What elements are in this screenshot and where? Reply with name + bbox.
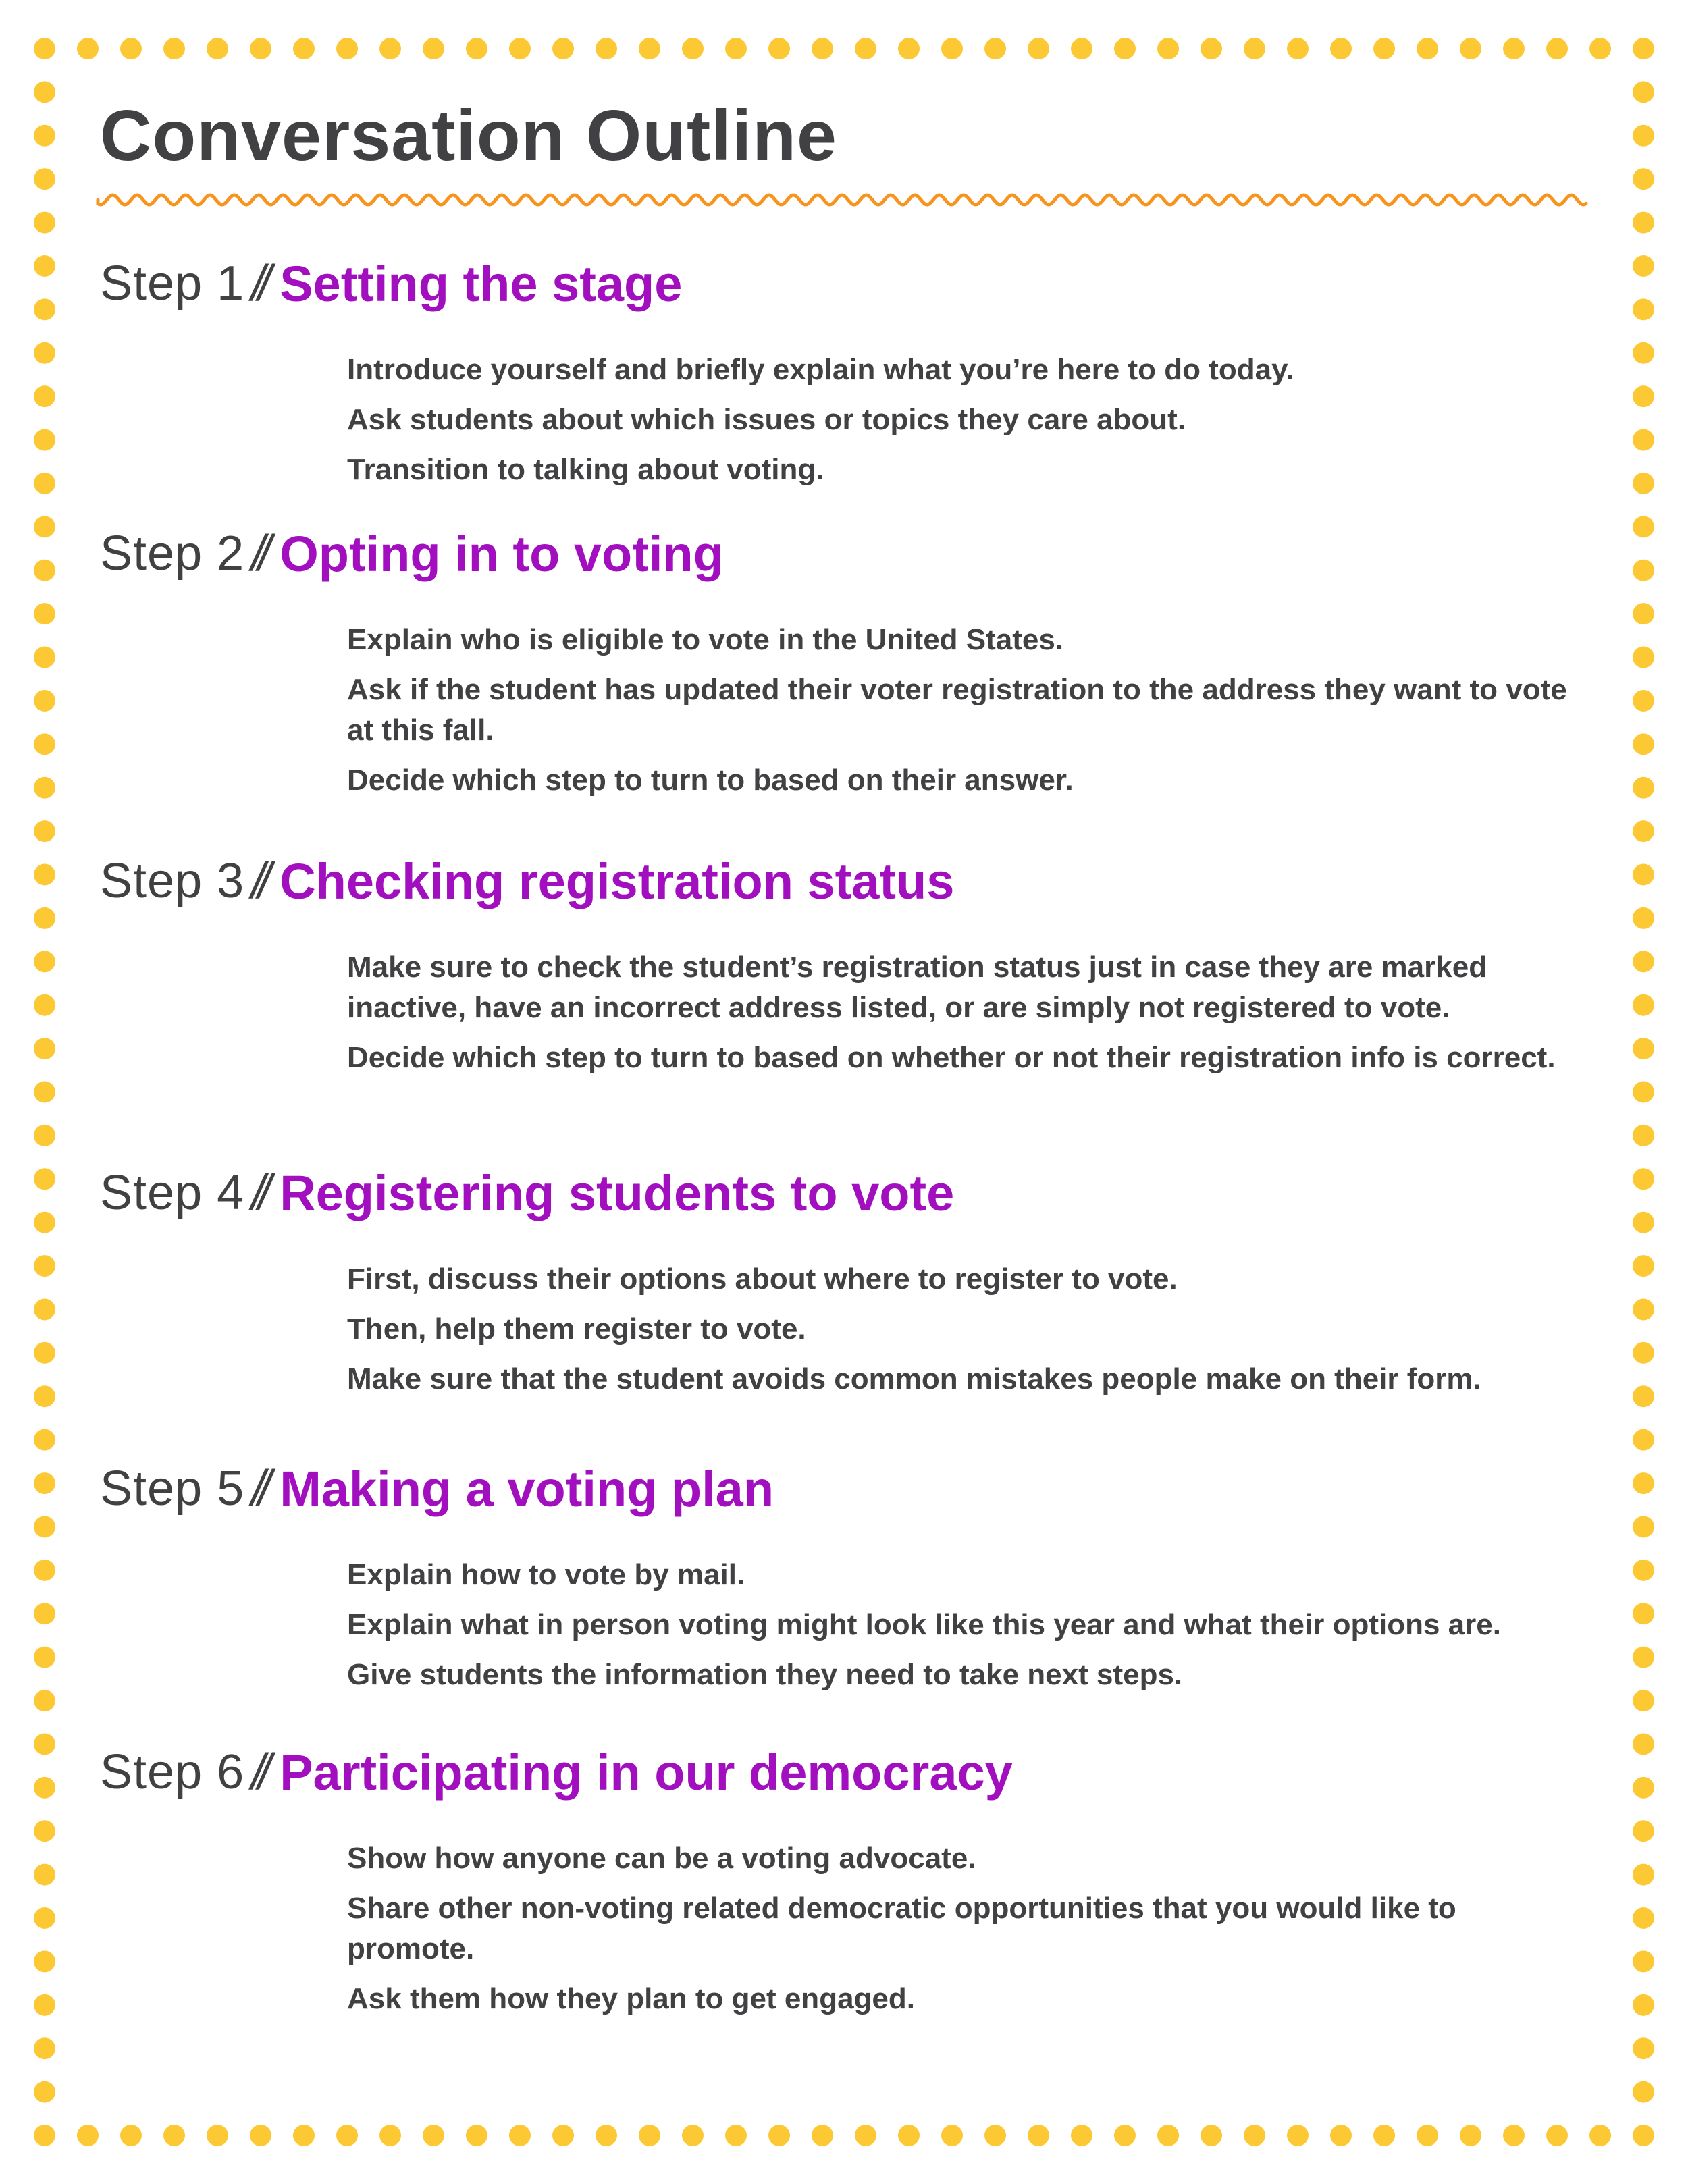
border-dot <box>77 38 99 59</box>
list-item: Transition to talking about voting. <box>347 453 824 486</box>
border-dot <box>34 1429 55 1451</box>
border-dot <box>466 38 487 59</box>
border-dot <box>34 1994 55 2016</box>
border-dot <box>34 733 55 755</box>
border-dot <box>466 2125 487 2146</box>
border-dot <box>1633 38 1654 59</box>
border-dot <box>596 38 617 59</box>
border-dot <box>423 38 444 59</box>
list-item: Decide which step to turn to based on whether or not their registration info is correct. <box>347 1041 1556 1074</box>
wavy-divider <box>95 186 1593 213</box>
border-dot <box>1633 81 1654 103</box>
border-dot <box>1633 1298 1654 1320</box>
border-dot <box>1633 473 1654 494</box>
border-dot <box>768 38 790 59</box>
step-title: Participating in our democracy <box>280 1744 1013 1801</box>
border-dot <box>1460 38 1481 59</box>
border-dot <box>682 2125 704 2146</box>
border-dot <box>1633 690 1654 712</box>
border-dot <box>1028 38 1049 59</box>
border-dot <box>120 38 142 59</box>
border-dot <box>1633 516 1654 537</box>
border-dot <box>34 1733 55 1755</box>
border-dot <box>1330 38 1352 59</box>
border-dot <box>1633 1820 1654 1842</box>
border-dot <box>1633 951 1654 972</box>
border-dot <box>1633 1733 1654 1755</box>
border-dot <box>34 1864 55 1886</box>
border-dot <box>682 38 704 59</box>
border-dot <box>34 38 55 59</box>
step-number: Step 5 <box>100 1462 245 1516</box>
step-section-3 <box>100 847 1585 1088</box>
separator-icon: // <box>251 1460 265 1517</box>
border-dot <box>34 1560 55 1581</box>
border-dot <box>163 38 185 59</box>
border-dot <box>34 1647 55 1668</box>
border-dot <box>1633 2081 1654 2103</box>
border-dot <box>941 38 963 59</box>
separator-icon: // <box>251 255 265 312</box>
border-dot <box>898 2125 920 2146</box>
border-dot <box>1589 2125 1611 2146</box>
border-dot <box>1633 733 1654 755</box>
step-title: Checking registration status <box>280 853 955 909</box>
border-dot <box>1633 1516 1654 1537</box>
border-dot <box>336 2125 358 2146</box>
border-dot <box>34 1950 55 1972</box>
border-dot <box>552 2125 574 2146</box>
list-item: Show how anyone can be a voting advocate. <box>347 1842 976 1875</box>
border-dot <box>34 516 55 537</box>
border-dot <box>1633 168 1654 190</box>
border-dot <box>855 2125 876 2146</box>
border-dot <box>34 1690 55 1711</box>
step-section-1 <box>100 250 1585 500</box>
list-item: Make sure that the student avoids common mistakes people make on their form. <box>347 1362 1481 1395</box>
border-dot <box>34 560 55 581</box>
border-dot <box>34 647 55 668</box>
border-dot <box>34 125 55 147</box>
step-title: Opting in to voting <box>280 525 724 582</box>
border-dot <box>1287 2125 1309 2146</box>
border-dot <box>34 342 55 364</box>
border-dot <box>34 1907 55 1929</box>
border-dot <box>34 907 55 929</box>
border-dot <box>34 864 55 886</box>
border-dot <box>1633 1472 1654 1494</box>
border-dot <box>1589 38 1611 59</box>
border-dot <box>1633 864 1654 886</box>
border-dot <box>34 429 55 451</box>
border-dot <box>1503 2125 1525 2146</box>
border-dot <box>1373 38 1395 59</box>
page-title: Conversation Outline <box>100 96 837 176</box>
border-dot <box>1633 1864 1654 1886</box>
border-dot <box>855 38 876 59</box>
border-dot <box>34 777 55 799</box>
border-dot <box>1633 1647 1654 1668</box>
border-dot <box>250 38 271 59</box>
border-dot <box>941 2125 963 2146</box>
list-item: Share other non-voting related democratic opportunities that you would like to promote. <box>347 1892 1456 1965</box>
border-dot <box>34 994 55 1016</box>
step-section-4 <box>100 1159 1585 1409</box>
step-items <box>347 1259 1583 1400</box>
step-header <box>100 1455 1585 1522</box>
border-dot <box>1114 2125 1136 2146</box>
separator-icon: // <box>251 525 265 582</box>
border-dot <box>34 81 55 103</box>
border-dot <box>1201 2125 1222 2146</box>
border-dot <box>725 38 747 59</box>
border-dot <box>34 603 55 624</box>
border-dot <box>207 2125 228 2146</box>
step-items <box>347 350 1583 490</box>
border-dot <box>1546 38 1568 59</box>
border-dot <box>1633 1255 1654 1277</box>
step-number: Step 1 <box>100 257 245 311</box>
step-section-5 <box>100 1455 1585 1705</box>
border-dot <box>639 38 660 59</box>
border-dot <box>34 1603 55 1624</box>
border-dot <box>34 951 55 972</box>
border-dot <box>1633 1560 1654 1581</box>
border-dot <box>250 2125 271 2146</box>
border-dot <box>812 2125 833 2146</box>
border-dot <box>34 1212 55 1233</box>
border-dot <box>1633 1603 1654 1624</box>
step-header <box>100 847 1585 915</box>
step-header <box>100 1738 1585 1806</box>
border-dot <box>596 2125 617 2146</box>
border-dot <box>34 2037 55 2059</box>
border-dot <box>1503 38 1525 59</box>
border-dot <box>1157 38 1179 59</box>
border-dot <box>1633 1082 1654 1103</box>
step-items <box>347 620 1583 801</box>
border-dot <box>34 1255 55 1277</box>
border-dot <box>34 212 55 234</box>
separator-icon: // <box>251 1744 265 1801</box>
border-dot <box>509 2125 531 2146</box>
border-dot <box>34 2125 55 2146</box>
border-dot <box>34 473 55 494</box>
border-dot <box>984 38 1006 59</box>
step-header <box>100 520 1585 587</box>
border-dot <box>984 2125 1006 2146</box>
list-item: First, discuss their options about where to register to vote. <box>347 1262 1178 1296</box>
step-title: Registering students to vote <box>280 1165 955 1221</box>
border-dot <box>293 38 315 59</box>
border-dot <box>34 1516 55 1537</box>
border-dot <box>1157 2125 1179 2146</box>
step-items <box>347 1555 1583 1695</box>
border-dot <box>34 298 55 320</box>
border-dot <box>1633 1777 1654 1799</box>
border-dot <box>207 38 228 59</box>
border-dot <box>1633 1168 1654 1190</box>
step-number: Step 2 <box>100 527 245 581</box>
border-dot <box>1244 38 1265 59</box>
step-number: Step 4 <box>100 1166 245 1220</box>
separator-icon: // <box>251 853 265 909</box>
border-dot <box>1287 38 1309 59</box>
border-dot <box>34 690 55 712</box>
border-dot <box>34 1472 55 1494</box>
border-dot <box>34 820 55 842</box>
border-dot <box>898 38 920 59</box>
border-dot <box>34 1125 55 1146</box>
border-dot <box>34 385 55 407</box>
border-dot <box>725 2125 747 2146</box>
step-section-2 <box>100 520 1585 810</box>
border-dot <box>1330 2125 1352 2146</box>
border-dot <box>1633 255 1654 277</box>
border-dot <box>163 2125 185 2146</box>
border-dot <box>1633 820 1654 842</box>
border-dot <box>1244 2125 1265 2146</box>
border-dot <box>1633 1038 1654 1059</box>
border-dot <box>336 38 358 59</box>
border-dot <box>1633 342 1654 364</box>
border-dot <box>293 2125 315 2146</box>
step-items <box>347 1838 1583 2019</box>
border-dot <box>1460 2125 1481 2146</box>
step-header <box>100 1159 1585 1227</box>
border-dot <box>1373 2125 1395 2146</box>
border-dot <box>1633 1429 1654 1451</box>
border-dot <box>34 1385 55 1407</box>
border-dot <box>1633 298 1654 320</box>
list-item: Ask them how they plan to get engaged. <box>347 1982 915 2015</box>
border-dot <box>1633 1212 1654 1233</box>
border-dot <box>1633 2125 1654 2146</box>
border-dot <box>1114 38 1136 59</box>
border-dot <box>1633 125 1654 147</box>
border-dot <box>1633 907 1654 929</box>
border-dot <box>77 2125 99 2146</box>
list-item: Ask students about which issues or topics they care about. <box>347 403 1186 436</box>
border-dot <box>812 38 833 59</box>
border-dot <box>423 2125 444 2146</box>
border-dot <box>1633 647 1654 668</box>
list-item: Then, help them register to vote. <box>347 1312 806 1346</box>
border-dot <box>509 38 531 59</box>
step-section-6 <box>100 1738 1585 2029</box>
border-dot <box>379 38 401 59</box>
border-dot <box>1028 2125 1049 2146</box>
step-items <box>347 947 1583 1078</box>
list-item: Ask if the student has updated their voter registration to the address they want to vote at this fall. <box>347 673 1567 747</box>
list-item: Explain how to vote by mail. <box>347 1558 745 1591</box>
border-dot <box>34 1342 55 1364</box>
border-dot <box>1633 560 1654 581</box>
border-dot <box>639 2125 660 2146</box>
step-title: Setting the stage <box>280 255 683 312</box>
border-dot <box>1633 1907 1654 1929</box>
border-dot <box>34 168 55 190</box>
separator-icon: // <box>251 1165 265 1221</box>
border-dot <box>1633 1690 1654 1711</box>
border-dot <box>1633 212 1654 234</box>
border-dot <box>1633 2037 1654 2059</box>
border-dot <box>34 1168 55 1190</box>
border-dot <box>1633 777 1654 799</box>
border-dot <box>1633 429 1654 451</box>
list-item: Give students the information they need to take next steps. <box>347 1658 1183 1691</box>
list-item: Make sure to check the student’s registration status just in case they are marked inactive, have an incorrect address listed, or are simply not registered to vote. <box>347 951 1487 1024</box>
step-header <box>100 250 1585 317</box>
border-dot <box>120 2125 142 2146</box>
border-dot <box>1071 38 1092 59</box>
border-dot <box>1633 1994 1654 2016</box>
border-dot <box>34 1298 55 1320</box>
border-dot <box>1546 2125 1568 2146</box>
border-dot <box>1633 1342 1654 1364</box>
border-dot <box>1071 2125 1092 2146</box>
border-dot <box>1417 2125 1438 2146</box>
step-number: Step 3 <box>100 854 245 908</box>
border-dot <box>768 2125 790 2146</box>
border-dot <box>34 2081 55 2103</box>
border-dot <box>1633 994 1654 1016</box>
list-item: Explain who is eligible to vote in the United States. <box>347 623 1064 656</box>
border-dot <box>1633 603 1654 624</box>
step-title: Making a voting plan <box>280 1460 774 1517</box>
border-dot <box>1633 1125 1654 1146</box>
border-dot <box>1633 385 1654 407</box>
border-dot <box>1201 38 1222 59</box>
list-item: Introduce yourself and briefly explain what you’re here to do today. <box>347 353 1294 386</box>
border-dot <box>379 2125 401 2146</box>
border-dot <box>34 255 55 277</box>
border-dot <box>1633 1950 1654 1972</box>
border-dot <box>34 1820 55 1842</box>
border-dot <box>34 1082 55 1103</box>
border-dot <box>34 1038 55 1059</box>
list-item: Decide which step to turn to based on their answer. <box>347 764 1074 797</box>
border-dot <box>34 1777 55 1799</box>
list-item: Explain what in person voting might look like this year and what their options are. <box>347 1608 1501 1641</box>
border-dot <box>1417 38 1438 59</box>
step-number: Step 6 <box>100 1745 245 1799</box>
border-dot <box>552 38 574 59</box>
border-dot <box>1633 1385 1654 1407</box>
